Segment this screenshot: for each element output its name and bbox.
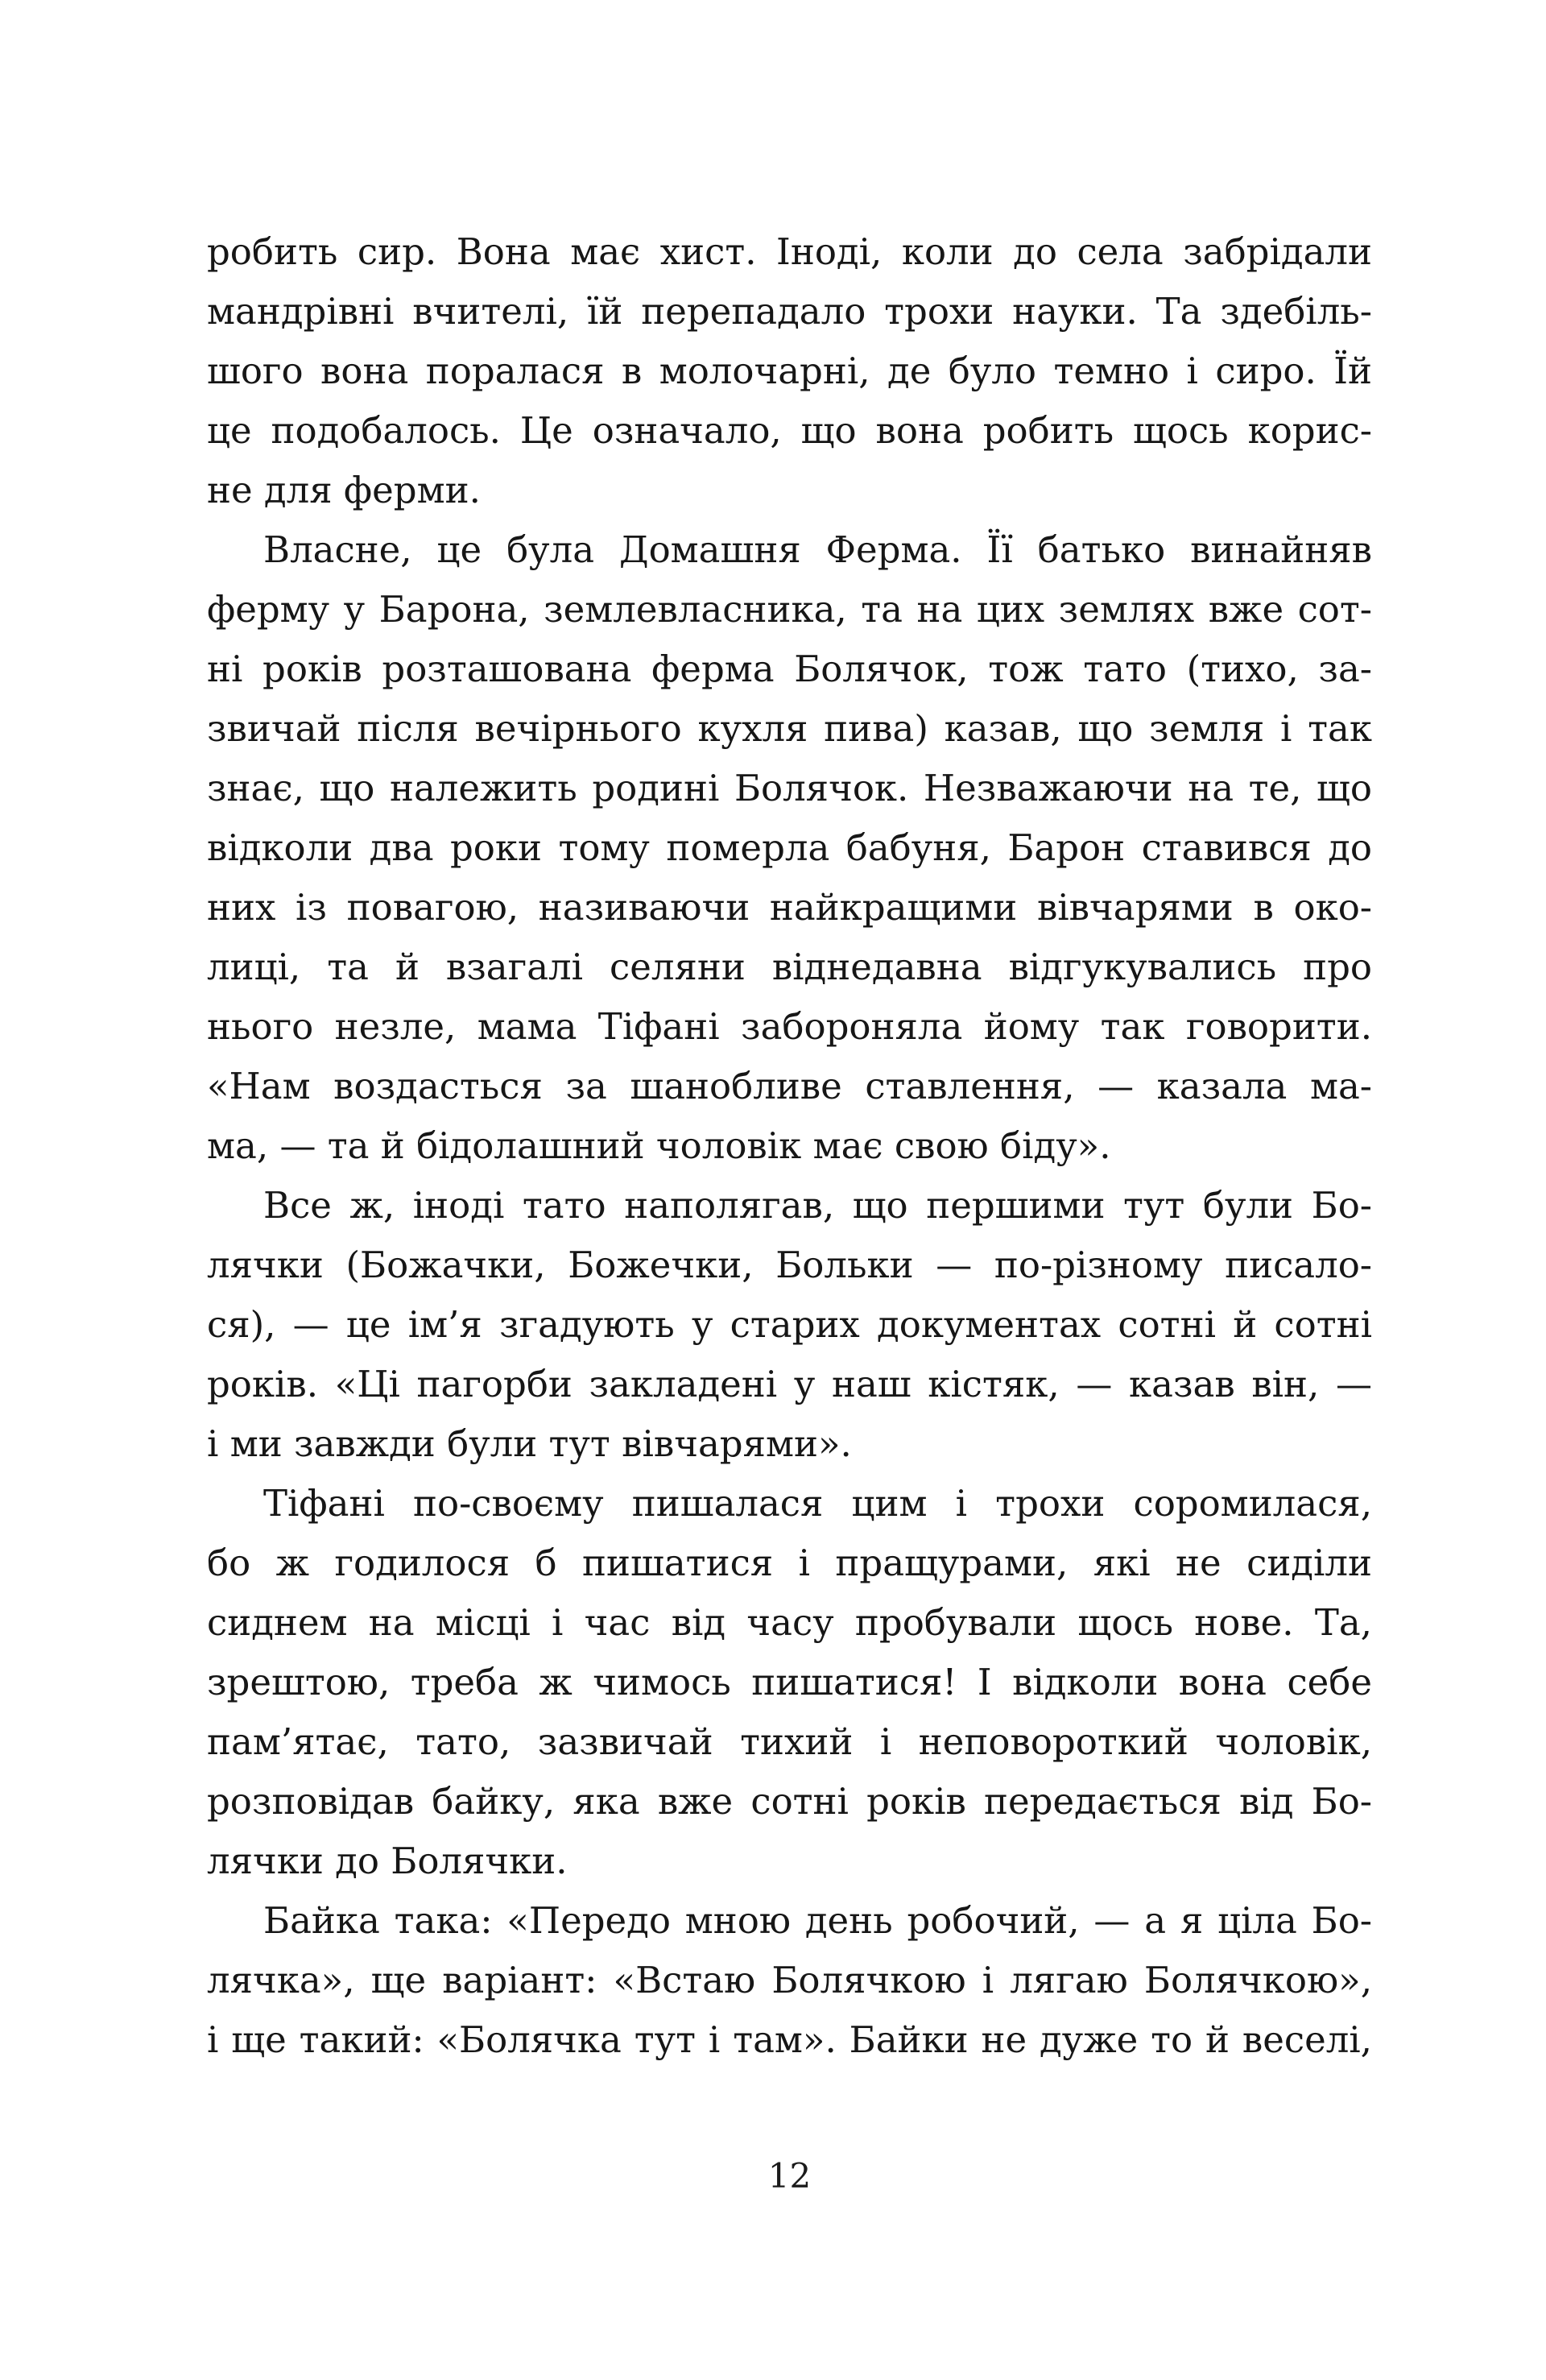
text-line: і ще такий: «Болячка тут і там». Байки не дуже то й веселі, [207,2018,1372,2061]
text-line: Тіфані по-своєму пишалася цим і трохи соромилася, [263,1482,1372,1525]
text-line: Байка така: «Передо мною день робочий, — а я ціла Бо- [263,1899,1372,1942]
text-line: них із повагою, називаючи найкращими вівчарями в око- [207,886,1372,929]
text-line: мандрівні вчителі, їй перепадало трохи науки. Та здебіль- [207,290,1372,333]
text-line: знає, що належить родині Болячок. Незважаючи на те, що [207,767,1372,809]
text-line: років. «Ці пагорби закладені у наш кістяк, — казав він, — [207,1363,1372,1405]
text-line: лячки до Болячки. [207,1840,568,1882]
text-line: розповідав байку, яка вже сотні років передається від Бо- [207,1780,1372,1823]
text-line: зрештою, треба ж чимось пишатися! І відколи вона себе [207,1661,1372,1703]
text-line: звичай після вечірнього кухля пива) казав, що земля і так [207,707,1372,750]
text-line: це подобалось. Це означало, що вона робить щось корис- [207,409,1372,452]
text-line: сиднем на місці і час від часу пробували щось нове. Та, [207,1601,1372,1644]
text-line: Власне, це була Домашня Ферма. Її батько винайняв [263,528,1372,571]
text-line: ні років розташована ферма Болячок, тож тато (тихо, за- [207,648,1372,690]
page-number: 12 [767,2156,812,2196]
text-line: ма, — та й бідолашний чоловік має свою біду». [207,1124,1111,1167]
text-line: лячка», ще варіант: «Встаю Болячкою і лягаю Болячкою», [207,1959,1372,2001]
text-line: ферму у Барона, землевласника, та на цих землях вже сот- [207,588,1372,631]
text-line: шого вона поралася в молочарні, де було темно і сиро. Їй [207,350,1372,392]
text-line: Все ж, іноді тато наполягав, що першими тут були Бо- [263,1184,1372,1227]
text-line: відколи два роки тому померла бабуня, Барон ставився до [207,826,1372,869]
text-line: і ми завжди були тут вівчарями». [207,1422,852,1465]
text-line: нього незле, мама Тіфані забороняла йому так говорити. [207,1005,1372,1048]
page-text [207,222,1372,2070]
text-line: «Нам воздасться за шанобливе ставлення, — казала ма- [207,1065,1372,1107]
text-line: ся), — це ім’я згадують у старих документах сотні й сотні [207,1303,1372,1346]
text-line: лячки (Божачки, Божечки, Больки — по-різному писало- [207,1244,1372,1286]
text-line: бо ж годилося б пишатися і пращурами, які не сиділи [207,1542,1372,1584]
text-line: не для ферми. [207,469,481,511]
text-line: пам’ятає, тато, зазвичай тихий і неповороткий чоловік, [207,1720,1372,1763]
text-line: робить сир. Вона має хист. Іноді, коли до села забрідали [207,230,1372,273]
text-line: лиці, та й взагалі селяни віднедавна відгукувались про [207,946,1372,988]
